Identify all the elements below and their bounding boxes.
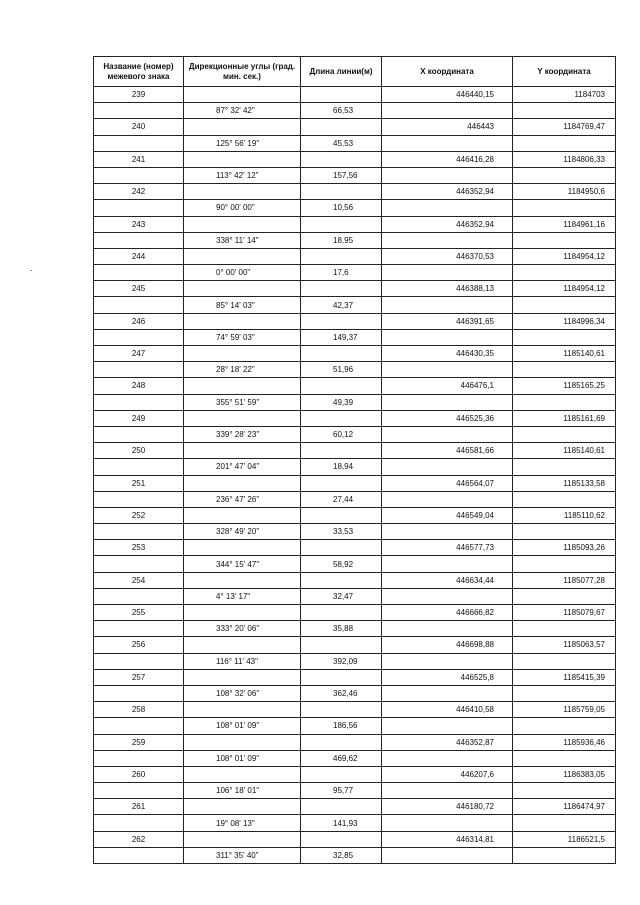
x-coordinate: 446370,53 [382, 248, 513, 264]
line-length: 33,53 [301, 524, 382, 540]
marker-name: 260 [94, 766, 184, 782]
empty-cell [301, 475, 382, 491]
header-x: X координата [382, 57, 513, 87]
empty-cell [513, 718, 616, 734]
marker-name: 254 [94, 572, 184, 588]
x-coordinate: 446443 [382, 119, 513, 135]
empty-cell [184, 378, 301, 394]
y-coordinate: 1185759,05 [513, 702, 616, 718]
y-coordinate: 1185415,39 [513, 669, 616, 685]
marker-name: 255 [94, 605, 184, 621]
marker-name: 247 [94, 346, 184, 362]
empty-cell [94, 297, 184, 313]
empty-cell [184, 702, 301, 718]
empty-cell [184, 443, 301, 459]
empty-cell [301, 248, 382, 264]
marker-name: 259 [94, 734, 184, 750]
line-length: 469,62 [301, 750, 382, 766]
empty-cell [94, 200, 184, 216]
empty-cell [94, 588, 184, 604]
bearing-angle: 116° 11' 43" [184, 653, 301, 669]
empty-cell [513, 556, 616, 572]
line-length: 186,56 [301, 718, 382, 734]
empty-cell [382, 135, 513, 151]
table-row [94, 588, 616, 604]
table-row [94, 216, 616, 232]
empty-cell [301, 281, 382, 297]
empty-cell [513, 653, 616, 669]
empty-cell [184, 540, 301, 556]
bearing-angle: 90° 00' 00" [184, 200, 301, 216]
empty-cell [94, 491, 184, 507]
empty-cell [94, 265, 184, 281]
empty-cell [184, 637, 301, 653]
table-row [94, 507, 616, 523]
table-row [94, 831, 616, 847]
y-coordinate: 1184961,16 [513, 216, 616, 232]
bearing-angle: 4° 13' 17" [184, 588, 301, 604]
empty-cell [382, 265, 513, 281]
marker-name: 252 [94, 507, 184, 523]
line-length: 32,47 [301, 588, 382, 604]
marker-name: 261 [94, 799, 184, 815]
empty-cell [382, 847, 513, 863]
empty-cell [184, 766, 301, 782]
bearing-angle: 355° 51' 59" [184, 394, 301, 410]
empty-cell [184, 346, 301, 362]
x-coordinate: 446525,36 [382, 410, 513, 426]
bearing-angle: 201° 47' 04" [184, 459, 301, 475]
table-row [94, 702, 616, 718]
marker-name: 240 [94, 119, 184, 135]
empty-cell [94, 621, 184, 637]
empty-cell [184, 248, 301, 264]
line-length: 18,94 [301, 459, 382, 475]
empty-cell [184, 669, 301, 685]
table-body [94, 87, 616, 864]
y-coordinate: 1184806,33 [513, 151, 616, 167]
table-row [94, 540, 616, 556]
marker-name: 245 [94, 281, 184, 297]
empty-cell [382, 750, 513, 766]
bearing-angle: 108° 01' 09" [184, 718, 301, 734]
table-row [94, 556, 616, 572]
y-coordinate: 1185063,57 [513, 637, 616, 653]
table-row [94, 135, 616, 151]
empty-cell [382, 653, 513, 669]
empty-cell [382, 685, 513, 701]
empty-cell [301, 507, 382, 523]
empty-cell [382, 783, 513, 799]
table-row [94, 281, 616, 297]
empty-cell [382, 394, 513, 410]
empty-cell [94, 103, 184, 119]
y-coordinate: 1184954,12 [513, 281, 616, 297]
table-row [94, 410, 616, 426]
bearing-angle: 328° 49' 20" [184, 524, 301, 540]
x-coordinate: 446352,87 [382, 734, 513, 750]
empty-cell [382, 815, 513, 831]
empty-cell [184, 313, 301, 329]
x-coordinate: 446666,82 [382, 605, 513, 621]
bearing-angle: 85° 14' 03" [184, 297, 301, 313]
empty-cell [301, 87, 382, 103]
x-coordinate: 446352,94 [382, 216, 513, 232]
coordinates-table [93, 56, 616, 864]
table-row [94, 443, 616, 459]
x-coordinate: 446698,88 [382, 637, 513, 653]
table-row [94, 232, 616, 248]
x-coordinate: 446564,07 [382, 475, 513, 491]
x-coordinate: 446440,15 [382, 87, 513, 103]
empty-cell [513, 783, 616, 799]
bearing-angle: 113° 42' 12" [184, 167, 301, 183]
line-length: 51,96 [301, 362, 382, 378]
empty-cell [94, 524, 184, 540]
y-coordinate: 1184703 [513, 87, 616, 103]
empty-cell [94, 685, 184, 701]
y-coordinate: 1185079,67 [513, 605, 616, 621]
y-coordinate: 1185936,46 [513, 734, 616, 750]
table-row [94, 783, 616, 799]
line-length: 27,44 [301, 491, 382, 507]
line-length: 10,56 [301, 200, 382, 216]
line-length: 45,53 [301, 135, 382, 151]
empty-cell [184, 281, 301, 297]
empty-cell [94, 167, 184, 183]
empty-cell [301, 799, 382, 815]
y-coordinate: 1185140,61 [513, 346, 616, 362]
line-length: 141,93 [301, 815, 382, 831]
empty-cell [382, 200, 513, 216]
empty-cell [184, 572, 301, 588]
x-coordinate: 446577,73 [382, 540, 513, 556]
marker-name: 253 [94, 540, 184, 556]
empty-cell [301, 346, 382, 362]
line-length: 58,92 [301, 556, 382, 572]
marker-name: 262 [94, 831, 184, 847]
x-coordinate: 446207,6 [382, 766, 513, 782]
empty-cell [184, 151, 301, 167]
empty-cell [513, 297, 616, 313]
table-row [94, 685, 616, 701]
table-row [94, 167, 616, 183]
y-coordinate: 1186521,5 [513, 831, 616, 847]
empty-cell [382, 524, 513, 540]
table-row [94, 346, 616, 362]
empty-cell [184, 831, 301, 847]
empty-cell [184, 410, 301, 426]
x-coordinate: 446314,81 [382, 831, 513, 847]
marker-name: 244 [94, 248, 184, 264]
empty-cell [184, 605, 301, 621]
empty-cell [301, 702, 382, 718]
marker-name: 243 [94, 216, 184, 232]
header-length: Длина линии(м) [301, 57, 382, 87]
bearing-angle: 108° 32' 06" [184, 685, 301, 701]
empty-cell [184, 119, 301, 135]
table-row [94, 847, 616, 863]
table-row [94, 750, 616, 766]
empty-cell [513, 750, 616, 766]
marker-name: 239 [94, 87, 184, 103]
empty-cell [301, 378, 382, 394]
bearing-angle: 87° 32' 42" [184, 103, 301, 119]
empty-cell [301, 766, 382, 782]
empty-cell [513, 135, 616, 151]
table-row [94, 459, 616, 475]
line-length: 392,09 [301, 653, 382, 669]
empty-cell [513, 232, 616, 248]
empty-cell [513, 362, 616, 378]
table-row [94, 426, 616, 442]
empty-cell [301, 443, 382, 459]
marker-name: 250 [94, 443, 184, 459]
line-length: 362,46 [301, 685, 382, 701]
empty-cell [301, 151, 382, 167]
line-length: 18,95 [301, 232, 382, 248]
x-coordinate: 446180,72 [382, 799, 513, 815]
table-row [94, 669, 616, 685]
table-row [94, 184, 616, 200]
table-row [94, 718, 616, 734]
empty-cell [513, 265, 616, 281]
empty-cell [184, 734, 301, 750]
bearing-angle: 0° 00' 00" [184, 265, 301, 281]
table-row [94, 394, 616, 410]
empty-cell [301, 313, 382, 329]
empty-cell [382, 167, 513, 183]
empty-cell [513, 524, 616, 540]
line-length: 42,37 [301, 297, 382, 313]
empty-cell [382, 297, 513, 313]
empty-cell [382, 362, 513, 378]
header-bearing: Дирекционные углы (град. мин. сек.) [184, 57, 301, 87]
table-row [94, 151, 616, 167]
bearing-angle: 344° 15' 47" [184, 556, 301, 572]
y-coordinate: 1184954,12 [513, 248, 616, 264]
empty-cell [301, 734, 382, 750]
empty-cell [94, 232, 184, 248]
empty-cell [94, 653, 184, 669]
table-row [94, 119, 616, 135]
bearing-angle: 125° 56' 19" [184, 135, 301, 151]
empty-cell [301, 669, 382, 685]
line-length: 17,6 [301, 265, 382, 281]
marker-name: 258 [94, 702, 184, 718]
empty-cell [94, 329, 184, 345]
empty-cell [382, 329, 513, 345]
table-row [94, 734, 616, 750]
table-row [94, 572, 616, 588]
empty-cell [513, 103, 616, 119]
y-coordinate: 1185140,61 [513, 443, 616, 459]
empty-cell [382, 232, 513, 248]
empty-cell [301, 637, 382, 653]
marker-name: 256 [94, 637, 184, 653]
empty-cell [513, 815, 616, 831]
bearing-angle: 19° 08' 13" [184, 815, 301, 831]
empty-cell [301, 540, 382, 556]
empty-cell [513, 426, 616, 442]
x-coordinate: 446410,58 [382, 702, 513, 718]
empty-cell [382, 491, 513, 507]
empty-cell [513, 200, 616, 216]
y-coordinate: 1186383,05 [513, 766, 616, 782]
empty-cell [94, 750, 184, 766]
empty-cell [513, 847, 616, 863]
line-length: 32,85 [301, 847, 382, 863]
line-length: 60,12 [301, 426, 382, 442]
line-length: 35,88 [301, 621, 382, 637]
y-coordinate: 1184950,6 [513, 184, 616, 200]
bearing-angle: 236° 47' 26" [184, 491, 301, 507]
marker-name: 251 [94, 475, 184, 491]
empty-cell [184, 216, 301, 232]
table-row [94, 200, 616, 216]
x-coordinate: 446416,28 [382, 151, 513, 167]
bearing-angle: 311° 35' 40" [184, 847, 301, 863]
empty-cell [513, 394, 616, 410]
y-coordinate: 1185077,28 [513, 572, 616, 588]
x-coordinate: 446634,44 [382, 572, 513, 588]
y-coordinate: 1184996,34 [513, 313, 616, 329]
table-row [94, 524, 616, 540]
empty-cell [184, 87, 301, 103]
y-coordinate: 1185133,58 [513, 475, 616, 491]
x-coordinate: 446352,94 [382, 184, 513, 200]
table-row [94, 313, 616, 329]
empty-cell [94, 362, 184, 378]
x-coordinate: 446430,35 [382, 346, 513, 362]
table-row [94, 799, 616, 815]
empty-cell [301, 605, 382, 621]
bearing-angle: 338° 11' 14" [184, 232, 301, 248]
table-row [94, 605, 616, 621]
table-row [94, 766, 616, 782]
table-row [94, 265, 616, 281]
bearing-angle: 108° 01' 09" [184, 750, 301, 766]
bearing-angle: 333° 20' 06" [184, 621, 301, 637]
x-coordinate: 446391,65 [382, 313, 513, 329]
empty-cell [513, 685, 616, 701]
table-row [94, 491, 616, 507]
empty-cell [184, 184, 301, 200]
empty-cell [513, 621, 616, 637]
marker-name: 241 [94, 151, 184, 167]
empty-cell [94, 426, 184, 442]
empty-cell [382, 621, 513, 637]
empty-cell [301, 572, 382, 588]
x-coordinate: 446581,66 [382, 443, 513, 459]
table-row [94, 621, 616, 637]
table-row [94, 103, 616, 119]
line-length: 66,53 [301, 103, 382, 119]
table-row [94, 637, 616, 653]
marker-name: 246 [94, 313, 184, 329]
line-length: 95,77 [301, 783, 382, 799]
scan-mark [30, 270, 32, 271]
empty-cell [94, 783, 184, 799]
header-y: Y координата [513, 57, 616, 87]
empty-cell [301, 831, 382, 847]
empty-cell [382, 103, 513, 119]
table-row [94, 87, 616, 103]
empty-cell [184, 799, 301, 815]
table-row [94, 475, 616, 491]
line-length: 49,39 [301, 394, 382, 410]
empty-cell [94, 847, 184, 863]
header-marker-name: Название (номер) межевого знака [94, 57, 184, 87]
y-coordinate: 1185110,62 [513, 507, 616, 523]
marker-name: 257 [94, 669, 184, 685]
bearing-angle: 74° 59' 03" [184, 329, 301, 345]
empty-cell [382, 588, 513, 604]
empty-cell [382, 718, 513, 734]
table-row [94, 815, 616, 831]
empty-cell [513, 491, 616, 507]
y-coordinate: 1185093,26 [513, 540, 616, 556]
empty-cell [301, 119, 382, 135]
empty-cell [94, 556, 184, 572]
x-coordinate: 446476,1 [382, 378, 513, 394]
bearing-angle: 28° 18' 22" [184, 362, 301, 378]
line-length: 157,56 [301, 167, 382, 183]
empty-cell [513, 459, 616, 475]
empty-cell [382, 459, 513, 475]
y-coordinate: 1186474,97 [513, 799, 616, 815]
bearing-angle: 106° 18' 01" [184, 783, 301, 799]
empty-cell [382, 556, 513, 572]
empty-cell [94, 394, 184, 410]
empty-cell [94, 718, 184, 734]
table-row [94, 248, 616, 264]
marker-name: 248 [94, 378, 184, 394]
table-row [94, 297, 616, 313]
empty-cell [301, 216, 382, 232]
empty-cell [513, 167, 616, 183]
empty-cell [301, 410, 382, 426]
empty-cell [513, 588, 616, 604]
empty-cell [184, 475, 301, 491]
y-coordinate: 1185161,69 [513, 410, 616, 426]
table-row [94, 362, 616, 378]
table-row [94, 329, 616, 345]
marker-name: 242 [94, 184, 184, 200]
empty-cell [184, 507, 301, 523]
x-coordinate: 446549,04 [382, 507, 513, 523]
empty-cell [382, 426, 513, 442]
y-coordinate: 1185165,25 [513, 378, 616, 394]
table-row [94, 653, 616, 669]
line-length: 149,37 [301, 329, 382, 345]
empty-cell [94, 135, 184, 151]
empty-cell [301, 184, 382, 200]
table-row [94, 378, 616, 394]
bearing-angle: 339° 28' 23" [184, 426, 301, 442]
marker-name: 249 [94, 410, 184, 426]
empty-cell [94, 459, 184, 475]
empty-cell [94, 815, 184, 831]
table-header-row [94, 57, 616, 87]
x-coordinate: 446525,8 [382, 669, 513, 685]
x-coordinate: 446388,13 [382, 281, 513, 297]
y-coordinate: 1184769,47 [513, 119, 616, 135]
empty-cell [513, 329, 616, 345]
